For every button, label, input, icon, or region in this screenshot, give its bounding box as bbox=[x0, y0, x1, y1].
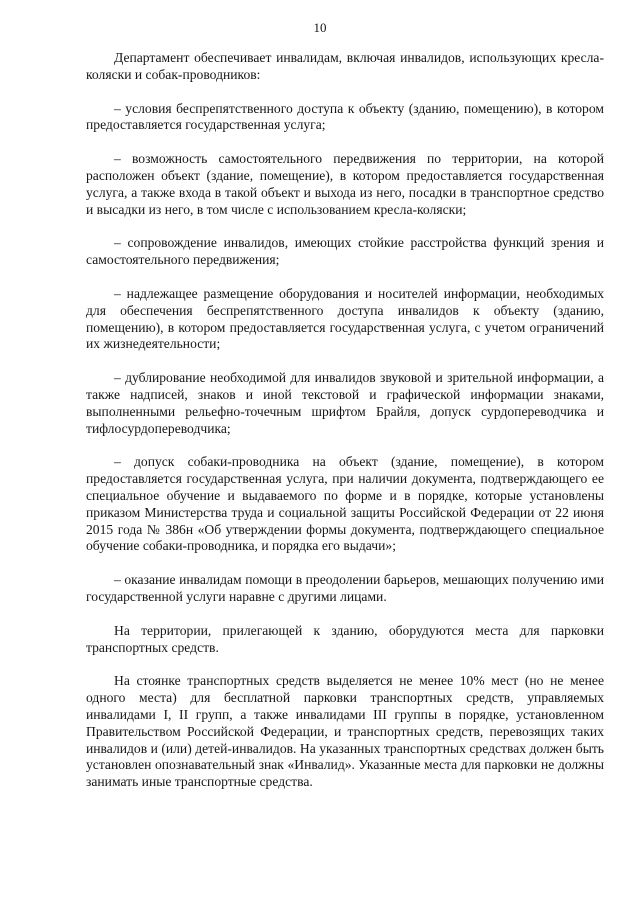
list-item-guide-dog-admission: – допуск собаки-проводника на объект (здание, помещение), в котором предоставляется государственная услуга, при наличии документа, подтверждающего ее специальное обучение и выдаваемого по форме и в порядке, которые установлены приказом Министерства труда и социальной защиты Российской Федерации от 22 июня 2015 года № 386н «Об утверждении формы документа, подтверждающего специальное обучение собаки-проводника, и порядка его выдачи»; bbox=[86, 454, 604, 554]
parking-area-paragraph: На территории, прилегающей к зданию, оборудуются места для парковки транспортных средств. bbox=[86, 622, 604, 655]
list-item-independent-movement: – возможность самостоятельного передвижения по территории, на которой расположен объект (здание, помещение), в котором предоставляется государственная услуга, а также входа в такой объект и выхода из него, посадки в транспортное средство и высадки из него, в том числе с использованием кресла-коляски; bbox=[86, 151, 604, 217]
page-number: 10 bbox=[313, 20, 327, 35]
document-body bbox=[86, 50, 604, 791]
list-item-barrier-assistance: – оказание инвалидам помощи в преодолении барьеров, мешающих получению ими государственной услуги наравне с другими лицами. bbox=[86, 572, 604, 604]
intro-paragraph: Департамент обеспечивает инвалидам, включая инвалидов, использующих кресла-коляски и собак-проводников: bbox=[86, 50, 604, 82]
list-item-escort: – сопровождение инвалидов, имеющих стойкие расстройства функций зрения и самостоятельного передвижения; bbox=[86, 235, 604, 268]
list-item-equipment-placement: – надлежащее размещение оборудования и носителей информации, необходимых для обеспечения беспрепятственного доступа инвалидов к объекту (зданию, помещению), в котором предоставляется государственная услуга, с учетом ограничений их жизнедеятельности; bbox=[86, 285, 604, 352]
parking-spaces-paragraph: На стоянке транспортных средств выделяется не менее 10% мест (но не менее одного места) для бесплатной парковки транспортных средств, управляемых инвалидами I, II групп, а также инвалидами III группы в порядке, установленном Правительством Российской Федерации, и транспортных средств, перевозящих таких инвалидов и (или) детей-инвалидов. На указанных транспортных средствах должен быть установлен опознавательный знак «Инвалид». Указанные места для парковки не должны занимать иные транспортные средства. bbox=[86, 673, 604, 790]
list-item-access-conditions: – условия беспрепятственного доступа к объекту (зданию, помещению), в котором предоставляется государственная услуга; bbox=[86, 100, 604, 133]
list-item-information-duplication: – дублирование необходимой для инвалидов звуковой и зрительной информации, а также надписей, знаков и иной текстовой и графической информации знаками, выполненными рельефно-точечным шрифтом Брайля, допуск сурдопереводчика и тифлосурдопереводчика; bbox=[86, 370, 604, 436]
